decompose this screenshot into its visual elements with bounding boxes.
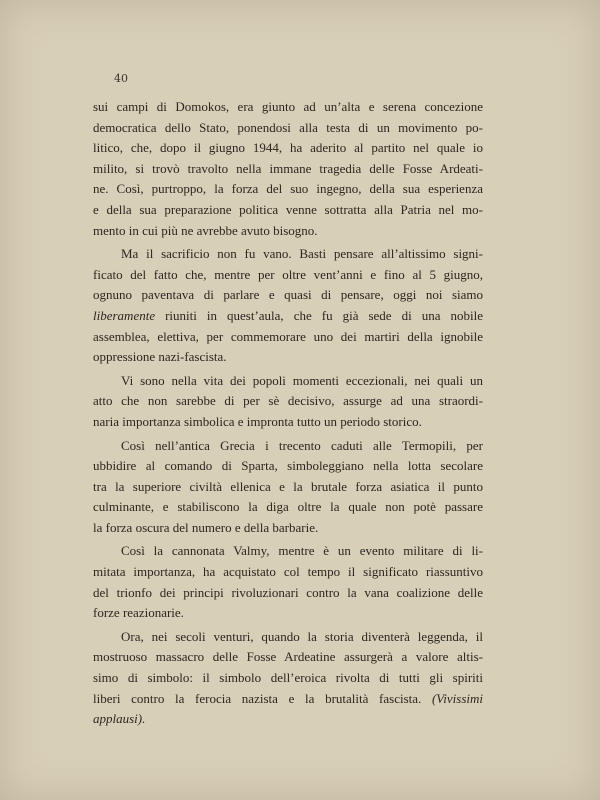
text-line: mitata importanza, ha acquistato col tempo il significato riassuntivo: [93, 564, 483, 580]
text-line: la forza oscura del numero e della barbarie.: [93, 519, 319, 535]
text-line: mostruoso massacro delle Fosse Ardeatine assurgerà a valore altis-: [93, 649, 483, 665]
text-line: e della sua preparazione politica venne sottratta alla Patria nel mo-: [93, 201, 483, 217]
text-line: [93, 709, 483, 730]
text-line: forze reazionarie.: [93, 605, 184, 621]
text-line: Vi sono nella vita dei popoli momenti eccezionali, nei quali un: [121, 372, 483, 388]
text-line: simo di simbolo: il simbolo dell’eroica rivolta di tutti gli spiriti: [93, 670, 483, 686]
applause-note: applausi).: [93, 711, 146, 727]
text-line: culminante, e stabiliscono la diga oltre la quale non potè passare: [93, 499, 483, 515]
applause-note: (Vivissimi: [431, 690, 483, 706]
text-line: litico, che, dopo il giugno 1944, ha aderito al partito nel quale io: [93, 140, 483, 156]
text-line: del trionfo dei principi rivoluzionari contro la vana coalizione delle: [93, 584, 483, 600]
paragraph: [93, 371, 483, 433]
body-text: [93, 97, 483, 730]
page-number: 40: [114, 72, 128, 85]
emphasis-text: liberamente: [93, 307, 156, 323]
text-line: [93, 306, 483, 327]
text-line: sui campi di Domokos, era giunto ad un’alta e serena concezione: [93, 99, 483, 114]
text-line: tra la superiore civiltà ellenica e la brutale forza asiatica il punto: [93, 478, 483, 494]
paragraph: [93, 627, 483, 730]
paragraph: [93, 436, 483, 539]
text-line: naria importanza simbolica e impronta tutto un periodo storico.: [93, 413, 422, 429]
text-line: milito, si trovò travolto nella immane tragedia delle Fosse Ardeati-: [93, 160, 483, 176]
paragraph: [93, 97, 483, 241]
text-line: ubbidire al comando di Sparta, simboleggiano nella lotta secolare: [93, 458, 483, 474]
text-line: Ma il sacrificio non fu vano. Basti pensare all’altissimo signi-: [121, 246, 483, 262]
text-line: atto che non sarebbe di per sè decisivo, assurge ad una straordi-: [93, 393, 483, 409]
text-line: [93, 689, 483, 710]
text-line: oppressione nazi-fascista.: [93, 349, 227, 365]
text-line: democratica dello Stato, ponendosi alla testa di un movimento po-: [93, 119, 483, 135]
line-rest: riuniti in quest’aula, che fu già sede di una nobile: [155, 307, 483, 323]
text-line: Ora, nei secoli venturi, quando la storia diventerà leggenda, il: [121, 628, 483, 644]
text-line: assemblea, elettiva, per commemorare uno dei martiri della ignobile: [93, 328, 483, 344]
paragraph: [93, 541, 483, 623]
text-line: ne. Così, purtroppo, la forza del suo ingegno, della sua esperienza: [93, 181, 483, 197]
paragraph: [93, 244, 483, 368]
text-line: Così la cannonata Valmy, mentre è un evento militare di li-: [121, 543, 483, 559]
text-line: mento in cui più ne avrebbe avuto bisogno.: [93, 222, 318, 238]
text-line: ognuno paventava di parlare e quasi di pensare, oggi noi siamo: [93, 287, 483, 303]
text-line: ficato del fatto che, mentre per oltre vent’anni e fino al 5 giugno,: [93, 266, 483, 282]
text-line: Così nell’antica Grecia i trecento caduti alle Termopili, per: [121, 437, 483, 453]
line-start: liberi contro la ferocia nazista e la brutalità fascista.: [93, 690, 432, 706]
